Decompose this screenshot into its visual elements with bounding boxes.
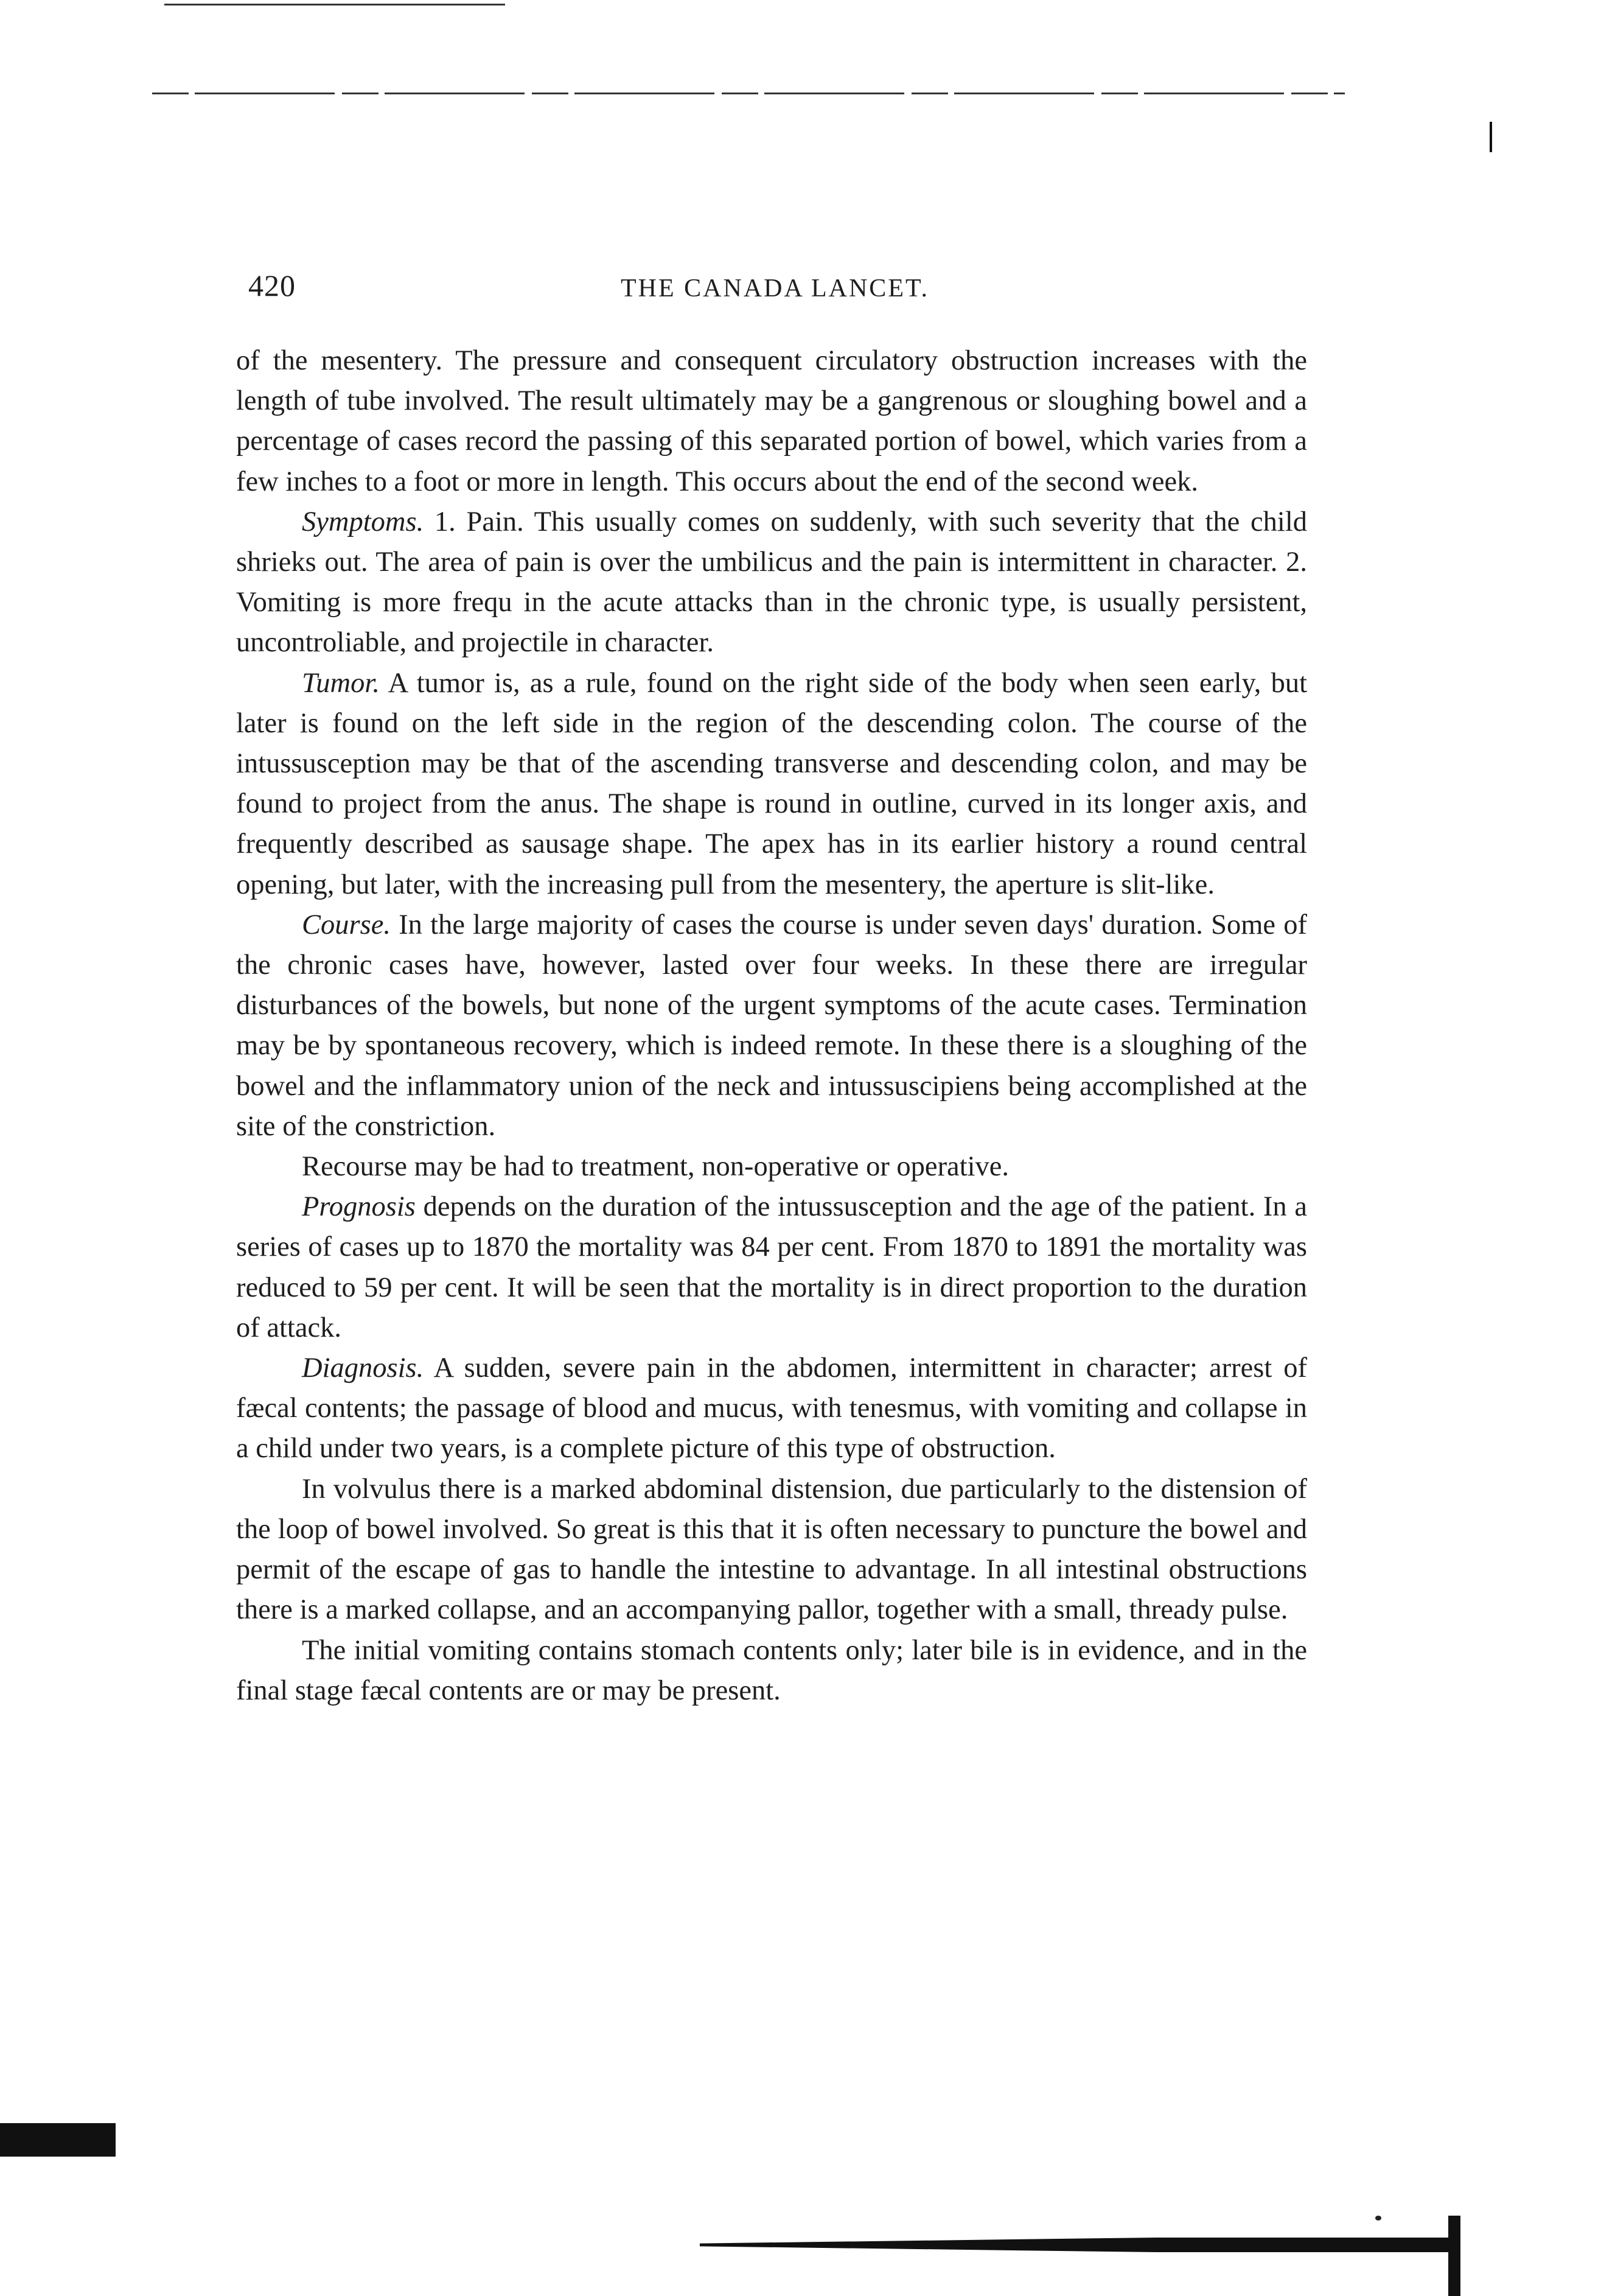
paragraph-volvulus bbox=[236, 1469, 1307, 1631]
paragraph-course bbox=[236, 905, 1307, 1147]
volvulus-text: In volvulus there is a marked abdominal distension, due particularly to the distension of the loop of bowel involved. So great is this that it is often necessary to puncture the bowel and permit of the escape of gas to handle the intestine to advantage. In all intestinal obstructions there is a marked collapse, and an accompanying pallor, together with a small, thready pulse. bbox=[236, 1473, 1307, 1626]
recourse-text: Recourse may be had to treatment, non-operative or operative. bbox=[302, 1151, 1010, 1183]
running-title: THE CANADA LANCET. bbox=[621, 275, 930, 303]
paragraph-tumor bbox=[236, 663, 1307, 905]
symptoms-text: 1. Pain. This usually comes on suddenly, with such severity that the child shrieks out. The area of pain is over the umbilicus and the pain is intermittent in character. 2. Vomiting is more frequ in the acute attacks than in the chronic type, is usually persistent, uncontroliable, and projectile in character. bbox=[236, 506, 1307, 659]
paragraph-1-text: of the mesentery. The pressure and consequent circulatory obstruction increases with the length of tube involved. The result ultimately may be a gangrenous or sloughing bowel and a percentage of cases record the passing of this separated portion of bowel, which varies from a few inches to a foot or more in length. This occurs about the end of the second week. bbox=[236, 345, 1307, 497]
article-body bbox=[236, 341, 1307, 1711]
paragraph-prognosis bbox=[236, 1187, 1307, 1348]
tumor-text: A tumor is, as a rule, found on the right side of the body when seen early, but later is found on the left side in the region of the descending colon. The course of the intussusception may be that of the ascending transverse and descending colon, and may be found to project from the anus. The shape is round in outline, curved in its longer axis, and frequently described as sausage shape. The apex has in its earlier history a round central opening, but later, with the increasing pull from the mesentery, the aperture is slit-like. bbox=[236, 667, 1307, 900]
paragraph-1 bbox=[236, 341, 1307, 502]
diagnosis-heading: Diagnosis. bbox=[302, 1353, 424, 1384]
symptoms-heading: Symptoms. bbox=[302, 506, 424, 537]
scan-speck bbox=[1375, 2216, 1381, 2221]
course-text: In the large majority of cases the course is under seven days' duration. Some of the chronic cases have, however, lasted over four weeks. In these there are irregular disturbances of the bowels, but none of the urgent symptoms of the acute cases. Termination may be by spontaneous recovery, which is indeed remote. In these there is a sloughing of the bowel and the inflammatory union of the neck and intussuscipiens being accomplished at the site of the constriction. bbox=[236, 909, 1307, 1142]
paragraph-vomiting bbox=[236, 1631, 1307, 1711]
scan-edge-rule-dashed bbox=[152, 93, 1345, 94]
vomiting-text: The initial vomiting contains stomach contents only; later bile is in evidence, and in the final stage fæcal contents are or may be present. bbox=[236, 1634, 1307, 1706]
scan-edge-rule-top bbox=[164, 4, 505, 5]
prognosis-heading: Prognosis bbox=[302, 1191, 416, 1223]
scan-mark-bottom-rule bbox=[700, 2238, 1460, 2252]
page-number: 420 bbox=[248, 268, 296, 303]
scan-mark-bottom-right bbox=[1448, 2216, 1460, 2296]
paragraph-recourse bbox=[236, 1147, 1307, 1187]
course-heading: Course. bbox=[302, 909, 391, 940]
paragraph-symptoms bbox=[236, 502, 1307, 663]
paragraph-diagnosis bbox=[236, 1348, 1307, 1469]
scan-mark-right-edge bbox=[1490, 122, 1492, 152]
scan-mark-bottom-left bbox=[0, 2123, 116, 2157]
tumor-heading: Tumor. bbox=[302, 667, 380, 699]
prognosis-text: depends on the duration of the intussusception and the age of the patient. In a series of cases up to 1870 the mortality was 84 per cent. From 1870 to 1891 the mortality was reduced to 59 per cent. It will be seen that the mortality is in direct proportion to the duration of attack. bbox=[236, 1191, 1307, 1343]
diagnosis-text: A sudden, severe pain in the abdomen, intermittent in character; arrest of fæcal contents; the passage of blood and mucus, with tenesmus, with vomiting and collapse in a child under two years, is a complete picture of this type of obstruction. bbox=[236, 1353, 1307, 1465]
